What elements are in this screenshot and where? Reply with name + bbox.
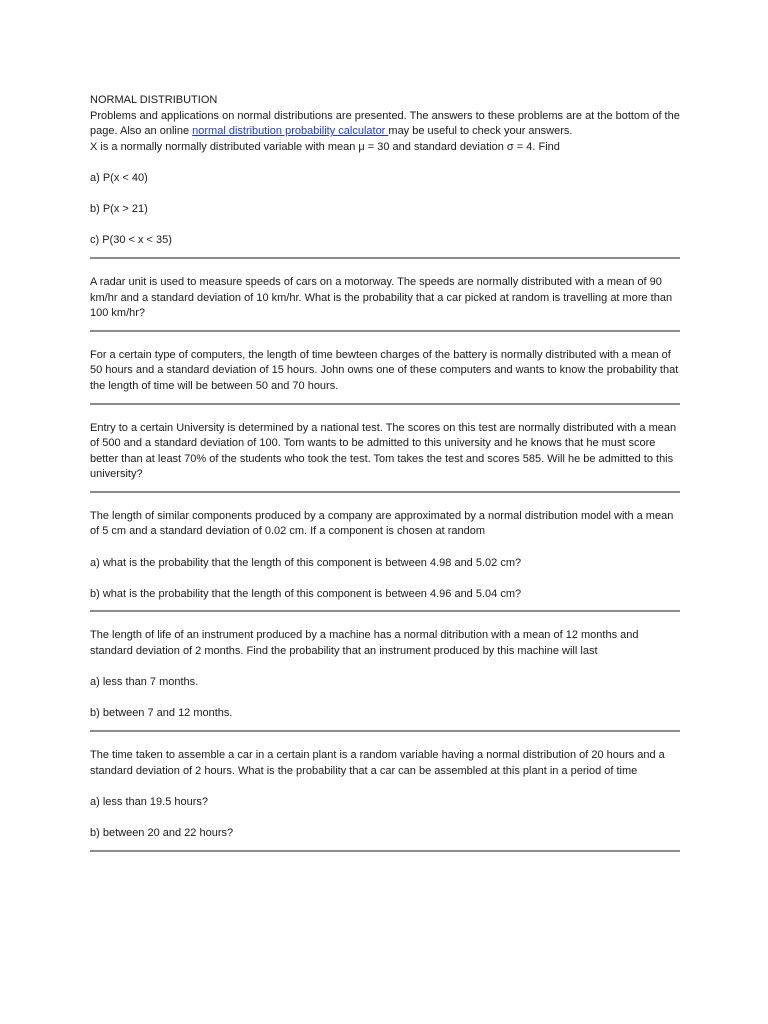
problem4-section — [90, 405, 680, 493]
problem5-text: The length of similar components produced by a company are approximated by a normal distribution model with a mean of 5 cm and a standard deviation of 0.02 cm. If a component is chosen at random — [90, 509, 674, 538]
problem7-text: The time taken to assemble a car in a certain plant is a random variable having a normal distribution of 20 hours and a standard deviation of 2 hours. What is the probability that a car can be assembled at this plant in a period of time — [90, 749, 665, 777]
problem6-part-b: b) between 7 and 12 months. — [90, 707, 233, 720]
section-divider — [90, 850, 680, 852]
problem3-text: For a certain type of computers, the length of time bewteen charges of the battery is normally distributed with a mean of 50 hours and a standard deviation of 15 hours. John owns one of these computers and wants to know the probability that the length of time will be between 50 and 70 hours. — [90, 348, 679, 392]
problem2-section — [90, 259, 680, 332]
problem3-section — [90, 332, 680, 405]
problem5-part-a: a) what is the probability that the length of this component is between 4.98 and 5.02 cm? — [90, 556, 522, 569]
intro-variable-line: X is a normally normally distributed variable with mean μ = 30 and standard deviation σ = 4. Find — [90, 140, 560, 153]
problem4-text: Entry to a certain University is determined by a national test. The scores on this test are normally distributed with a mean of 500 and a standard deviation of 100. Tom wants to be admitted to this university and he knows that he must score better than at least 70% of the students who took the test. Tom takes the test and scores 585. Will he be admitted to this university? — [90, 421, 677, 481]
intro-paragraph — [90, 109, 680, 140]
problem1-part-b: b) P(x > 21) — [90, 203, 148, 216]
problem7-part-a: a) less than 19.5 hours? — [90, 795, 209, 808]
problem5-section — [90, 493, 680, 613]
intro-text-end: may be useful to check your answers. — [388, 125, 573, 138]
problem1-part-c: c) P(30 < x < 35) — [90, 234, 172, 247]
problem2-text: A radar unit is used to measure speeds of cars on a motorway. The speeds are normally distributed with a mean of 90 km/hr and a standard deviation of 10 km/hr. What is the probability that a car picked at random is travelling at more than 100 km/hr? — [90, 275, 673, 320]
document-body — [90, 93, 680, 852]
problem6-section — [90, 612, 680, 732]
problem7-part-b: b) between 20 and 22 hours? — [90, 826, 234, 839]
problem6-part-a: a) less than 7 months. — [90, 676, 199, 689]
page-title: NORMAL DISTRIBUTION — [90, 94, 218, 106]
intro-text: Problems and applications on normal distributions are presented. The answers to these problems are at the bottom of the page. Also an online — [90, 109, 680, 138]
problem5-part-b: b) what is the probability that the length of this component is between 4.96 and 5.04 cm? — [90, 587, 522, 600]
problem7-section — [90, 732, 680, 852]
problem1-part-a: a) P(x < 40) — [90, 171, 148, 184]
problem6-text: The length of life of an instrument produced by a machine has a normal ditribution with a mean of 12 months and standard deviation of 2 months. Find the probability that an instrument produced by this machine will last — [90, 629, 639, 658]
calculator-link[interactable]: normal distribution probability calculator — [192, 125, 389, 138]
